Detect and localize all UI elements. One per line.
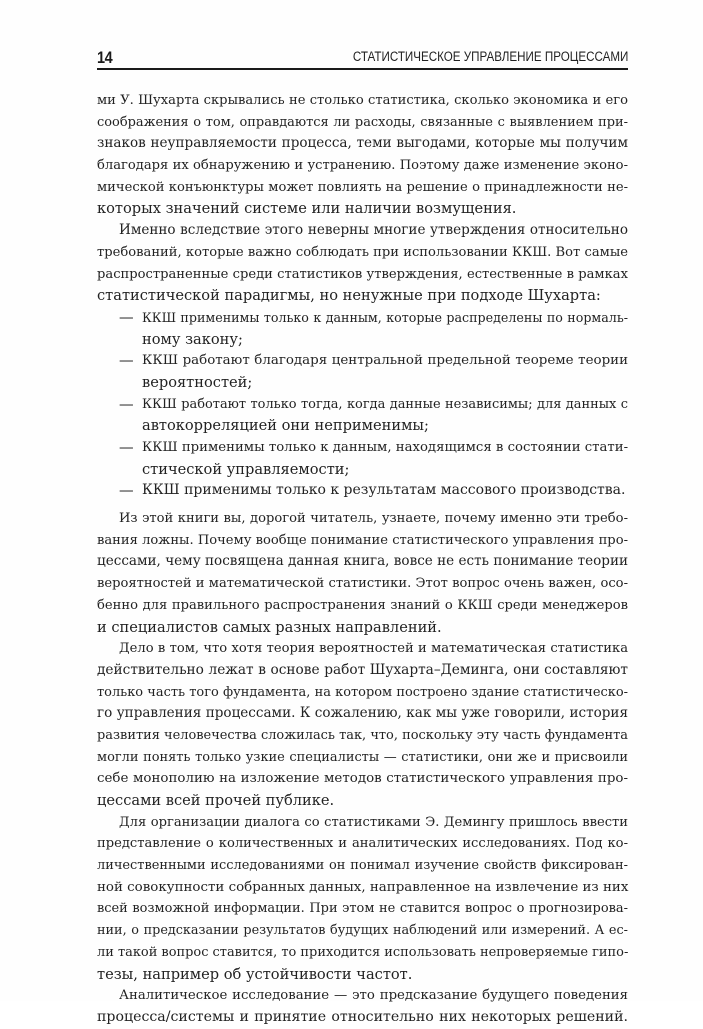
text-line: ККШ работают благодаря центральной предельной теореме теории bbox=[142, 353, 628, 369]
text-line: ККШ применимы только к данным, находящимся в состоянии стати- bbox=[142, 440, 629, 455]
text-line: стической управляемости; bbox=[142, 460, 350, 478]
text-line: ли такой вопрос ставится, то приходится использовать непроверяемые гипо- bbox=[97, 944, 629, 960]
text-line: ККШ применимы только к данным, которые распределены по нормаль- bbox=[142, 309, 628, 325]
text-line: нии, о предсказании результатов будущих наблюдений или измерений. А ес- bbox=[97, 923, 628, 939]
paragraph bbox=[97, 508, 628, 638]
text-line: Для организации диалога со статистиками Э. Демингу пришлось ввести bbox=[119, 814, 628, 830]
text-line: которых значений системе или наличии возмущения. bbox=[97, 200, 517, 218]
page-number: 14 bbox=[97, 48, 113, 67]
bullet-list bbox=[97, 307, 628, 502]
text-line: Именно вследствие этого неверны многие утверждения относительно bbox=[119, 222, 628, 239]
text-line: соображения о том, оправдаются ли расходы, связанные с выявлением при- bbox=[97, 114, 628, 130]
page-body bbox=[97, 90, 628, 1029]
text-line: цессами, чему посвящена данная книга, вовсе не есть понимание теории bbox=[97, 553, 628, 570]
paragraph bbox=[97, 812, 628, 986]
list-item bbox=[97, 307, 628, 350]
text-line: мической конъюнктуры может повлиять на решение о принадлежности не- bbox=[97, 179, 628, 195]
text-line: бенно для правильного распространения знаний о ККШ среди менеджеров bbox=[97, 597, 628, 613]
text-line: представление о количественных и аналитических исследованиях. Под ко- bbox=[97, 836, 628, 852]
text-line: распространенные среди статистиков утверждения, естественные в рамках bbox=[97, 266, 628, 282]
text-line: всей возможной информации. При этом не ставится вопрос о прогнозирова- bbox=[97, 901, 628, 917]
text-line: тезы, например об устойчивости частот. bbox=[97, 965, 413, 983]
dash-bullet: — bbox=[119, 308, 134, 326]
text-line: вероятностей; bbox=[142, 373, 253, 391]
text-line: Из этой книги вы, дорогой читатель, узнаете, почему именно эти требо- bbox=[119, 511, 628, 527]
text-line: ному закону; bbox=[142, 330, 243, 348]
running-title: СТАТИСТИЧЕСКОЕ УПРАВЛЕНИЕ ПРОЦЕССАМИ bbox=[352, 49, 628, 64]
text-line: требований, которые важно соблюдать при использовании ККШ. Вот самые bbox=[97, 244, 628, 260]
text-line: вероятностей и математической статистики. Этот вопрос очень важен, осо- bbox=[97, 576, 628, 592]
dash-bullet: — bbox=[119, 352, 134, 370]
text-line: автокорреляцией они неприменимы; bbox=[142, 417, 429, 435]
page-header bbox=[97, 46, 628, 70]
text-line: знаков неуправляемости процесса, теми выгодами, которые мы получим bbox=[97, 135, 628, 152]
text-line: го управления процессами. К сожалению, как мы уже говорили, история bbox=[97, 705, 628, 722]
text-line: ККШ работают только тогда, когда данные независимы; для данных с bbox=[142, 396, 628, 412]
dash-bullet: — bbox=[119, 482, 134, 500]
text-line: процесса/системы и принятие относительно них некоторых решений. bbox=[97, 1008, 628, 1025]
paragraph bbox=[97, 985, 628, 1028]
dash-bullet: — bbox=[119, 439, 134, 456]
text-line: вания ложны. Почему вообще понимание статистического управления про- bbox=[97, 532, 628, 548]
list-item bbox=[97, 437, 628, 480]
text-line: ККШ применимы только к результатам массового производства. bbox=[142, 482, 626, 499]
paragraph bbox=[97, 220, 628, 307]
list-item bbox=[97, 394, 628, 437]
text-line: только часть того фундамента, на котором построено здание статистическо- bbox=[97, 684, 628, 700]
text-line: Дело в том, что хотя теория вероятностей и математическая статистика bbox=[119, 641, 628, 657]
dash-bullet: — bbox=[119, 395, 134, 413]
text-line: развития человечества сложилась так, что, поскольку эту часть фундамента bbox=[97, 727, 628, 743]
text-line: статистической парадигмы, но ненужные при подходе Шухарта: bbox=[97, 287, 601, 305]
text-line: себе монополию на изложение методов статистического управления про- bbox=[97, 771, 628, 787]
text-line: личественными исследованиями он понимал изучение свойств фиксирован- bbox=[97, 858, 628, 874]
paragraph bbox=[97, 638, 628, 812]
paragraph bbox=[97, 90, 628, 220]
list-item bbox=[97, 350, 628, 393]
text-line: ной совокупности собранных данных, направленное на извлечение из них bbox=[97, 879, 629, 895]
list-item bbox=[97, 480, 628, 502]
text-line: благодаря их обнаружению и устранению. Поэтому даже изменение эконо- bbox=[97, 158, 628, 174]
text-line: могли понять только узкие специалисты — статистики, они же и присвоили bbox=[97, 749, 628, 765]
text-line: Аналитическое исследование — это предсказание будущего поведения bbox=[119, 988, 628, 1004]
text-line: цессами всей прочей публике. bbox=[97, 792, 335, 809]
text-line: и специалистов самых разных направлений. bbox=[97, 618, 442, 636]
text-line: действительно лежат в основе работ Шухарта–Деминга, они составляют bbox=[97, 661, 628, 678]
text-line: ми У. Шухарта скрывались не столько статистика, сколько экономика и его bbox=[97, 93, 628, 108]
